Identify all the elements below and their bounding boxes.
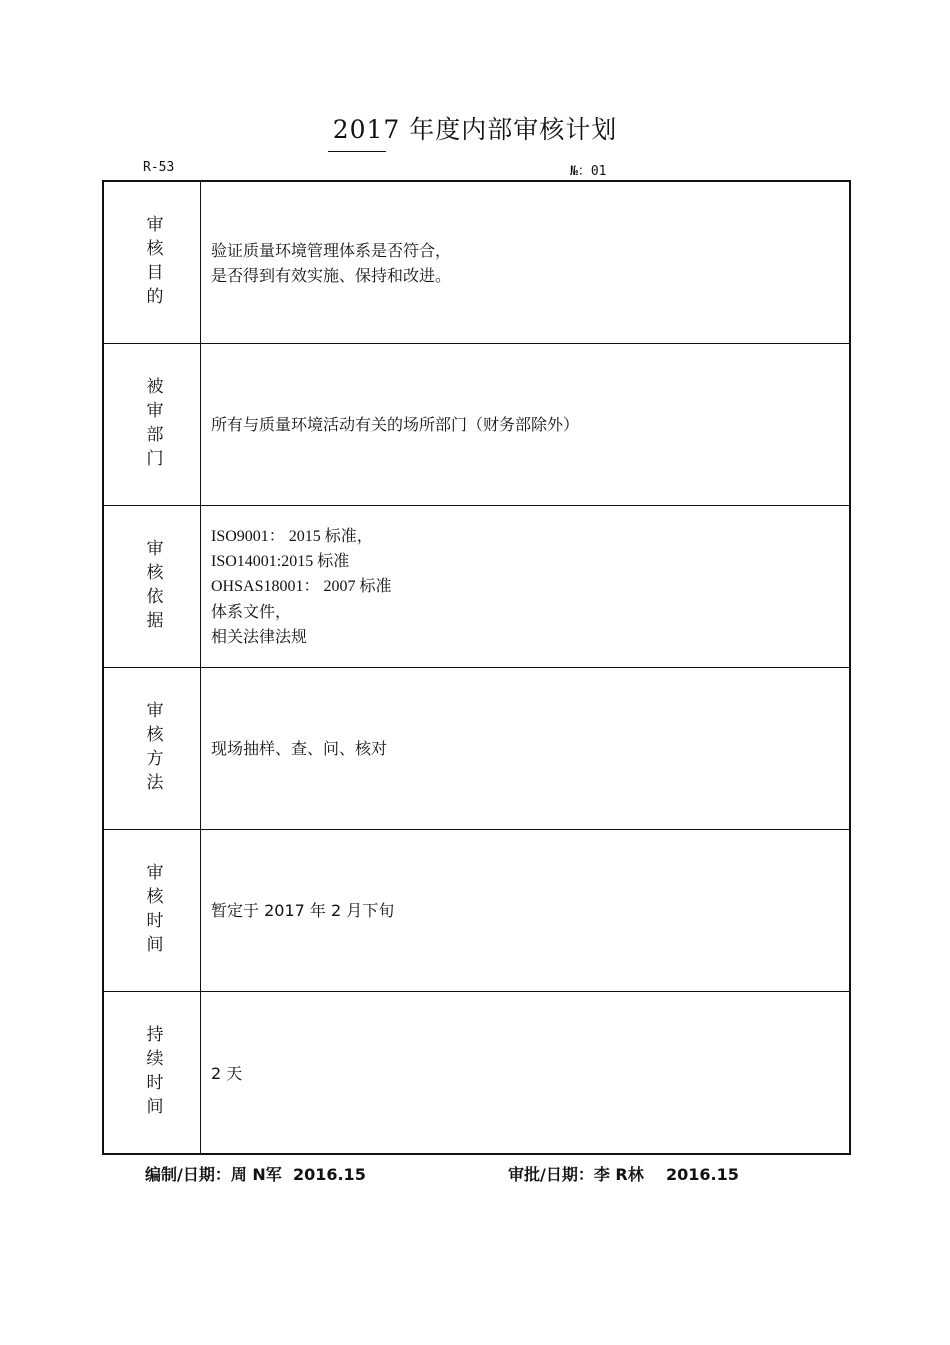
prepared-by: 编制/日期：周 N军 2016.15	[145, 1165, 366, 1184]
row-content	[211, 668, 839, 829]
content-line: 体系文件，	[211, 602, 292, 621]
content-line: 2 天	[211, 1063, 243, 1083]
row-label-cell	[104, 344, 201, 505]
content-line: OHSAS18001： 2007 标准	[211, 578, 392, 595]
table-row-method	[104, 668, 849, 830]
row-content	[211, 182, 839, 343]
table-row-purpose	[104, 182, 849, 344]
table-row-basis	[104, 506, 849, 668]
form-number: №：01	[570, 164, 607, 179]
row-label: 被审部门	[142, 376, 163, 473]
row-label-cell	[104, 506, 201, 667]
row-label: 审核时间	[142, 862, 163, 959]
row-label-cell	[104, 992, 201, 1154]
row-label: 审核目的	[142, 214, 163, 311]
row-content	[211, 506, 839, 667]
table-row-department	[104, 344, 849, 506]
content-line: 所有与质量环境活动有关的场所部门（财务部除外）	[211, 415, 580, 434]
row-content	[211, 992, 839, 1154]
row-label-cell	[104, 668, 201, 829]
title-underline	[328, 151, 386, 152]
row-label: 持续时间	[142, 1025, 163, 1121]
form-code: R-53	[143, 160, 175, 175]
content-line: 暂定于 2017 年 2 月下旬	[211, 901, 395, 920]
content-line: 验证质量环境管理体系是否符合，	[211, 240, 452, 260]
audit-plan-table	[102, 180, 851, 1155]
content-line: ISO14001:2015 标准	[211, 553, 350, 570]
content-line: 是否得到有效实施、保持和改进。	[211, 265, 452, 285]
page-title: 2017 年度内部审核计划	[332, 115, 618, 144]
content-line: ISO9001： 2015 标准，	[211, 528, 373, 545]
row-content	[211, 344, 839, 505]
row-content	[211, 830, 839, 991]
row-label-cell	[104, 182, 201, 343]
table-row-duration	[104, 992, 849, 1154]
table-row-time	[104, 830, 849, 992]
approved-by: 审批/日期：李 R林 2016.15	[508, 1165, 739, 1184]
content-line: 相关法律法规	[211, 627, 308, 646]
content-line: 现场抽样、查、问、核对	[211, 739, 388, 758]
row-label: 审核依据	[142, 538, 163, 635]
row-label: 审核方法	[142, 700, 163, 797]
row-label-cell	[104, 830, 201, 991]
